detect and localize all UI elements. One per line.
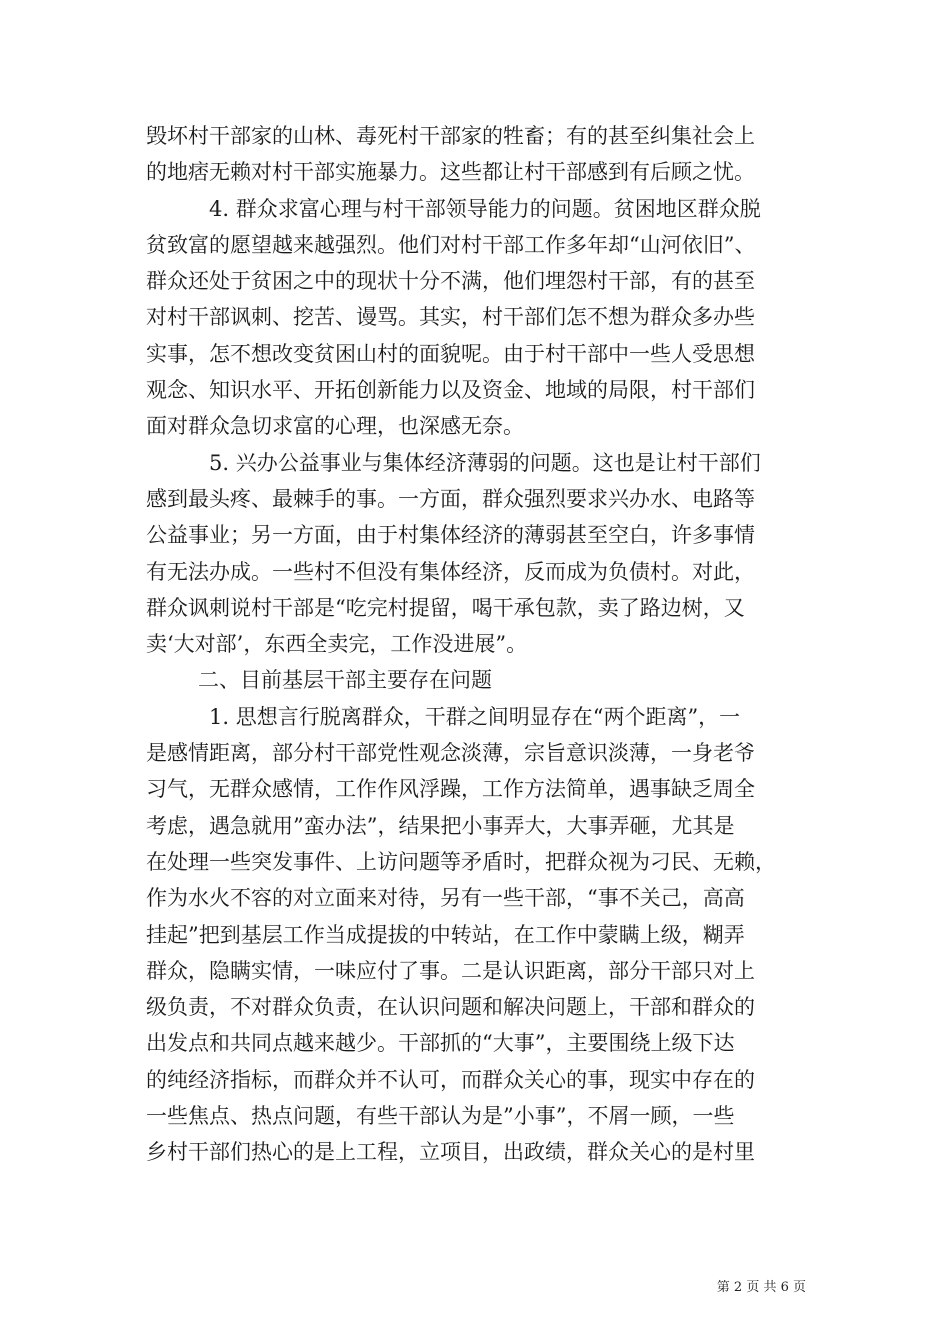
text-line: 级负责，不对群众负责，在认识问题和解决问题上，干部和群众的 [146, 995, 755, 1020]
text-line: 的地痞无赖对村干部实施暴力。这些都让村干部感到有后顾之忧。 [146, 160, 755, 185]
text-line: 群众还处于贫困之中的现状十分不满，他们埋怨村干部，有的甚至 [146, 269, 755, 294]
text-line: 有无法办成。一些村不但没有集体经济，反而成为负债村。对此， [146, 559, 755, 584]
text-line: 习气，无群众感情，工作作风浮躁，工作方法简单，遇事缺乏周全 [146, 777, 755, 802]
text-line: 的纯经济指标，而群众并不认可，而群众关心的事，现实中存在的 [146, 1067, 755, 1092]
text-line: 出发点和共同点越来越少。干部抓的“大事”，主要围绕上级下达 [146, 1031, 735, 1056]
text-line: 考虑，遇急就用”蛮办法”，结果把小事弄大，大事弄砸，尤其是 [146, 813, 735, 838]
text-line: 挂起”把到基层工作当成提拔的中转站，在工作中蒙瞒上级，糊弄 [146, 922, 745, 947]
section-heading: 二、目前基层干部主要存在问题 [198, 668, 492, 693]
text-line: 是感情距离，部分村干部党性观念淡薄，宗旨意识淡薄，一身老爷 [146, 741, 755, 766]
body-text [146, 118, 810, 1171]
paragraph-start-line: 1. 思想言行脱离群众，干群之间明显存在“两个距离”，一 [209, 704, 741, 729]
text-line: 毁坏村干部家的山林、毒死村干部家的牲畜；有的甚至纠集社会上 [146, 124, 755, 148]
text-line: 乡村干部们热心的是上工程，立项目，出政绩，群众关心的是村里 [146, 1140, 755, 1165]
text-line: 群众，隐瞒实情，一味应付了事。二是认识距离，部分干部只对上 [146, 958, 755, 983]
text-line: 感到最头疼、最棘手的事。一方面，群众强烈要求兴办水、电路等 [146, 486, 755, 511]
text-line: 面对群众急切求富的心理，也深感无奈。 [146, 414, 524, 439]
text-line: 观念、知识水平、开拓创新能力以及资金、地域的局限，村干部们 [146, 378, 755, 403]
paragraph-start-line: 4. 群众求富心理与村干部领导能力的问题。贫困地区群众脱 [209, 196, 761, 221]
text-line: 群众讽刺说村干部是“吃完村提留，喝干承包款，卖了路边树，又 [146, 595, 745, 620]
text-line: 贫致富的愿望越来越强烈。他们对村干部工作多年却“山河依旧”、 [146, 232, 756, 257]
text-line: 一些焦点、热点问题，有些干部认为是”小事”，不屑一顾，一些 [146, 1104, 735, 1129]
text-line: 在处理一些突发事件、上访问题等矛盾时，把群众视为刁民、无赖， [146, 849, 776, 874]
text-line: 公益事业；另一方面，由于村集体经济的薄弱甚至空白，许多事情 [146, 523, 755, 548]
page-number-footer: 第 2 页 共 6 页 [716, 1280, 806, 1295]
text-line: 卖‘大对部’，东西全卖完，工作没进展”。 [146, 632, 528, 657]
paragraph-start-line: 5. 兴办公益事业与集体经济薄弱的问题。这也是让村干部们 [209, 450, 761, 475]
text-line: 对村干部讽刺、挖苦、谩骂。其实，村干部们怎不想为群众多办些 [146, 305, 755, 330]
text-line: 实事，怎不想改变贫困山村的面貌呢。由于村干部中一些人受思想 [146, 341, 755, 366]
text-line: 作为水火不容的对立面来对待，另有一些干部，“事不关己，高高 [146, 886, 745, 911]
